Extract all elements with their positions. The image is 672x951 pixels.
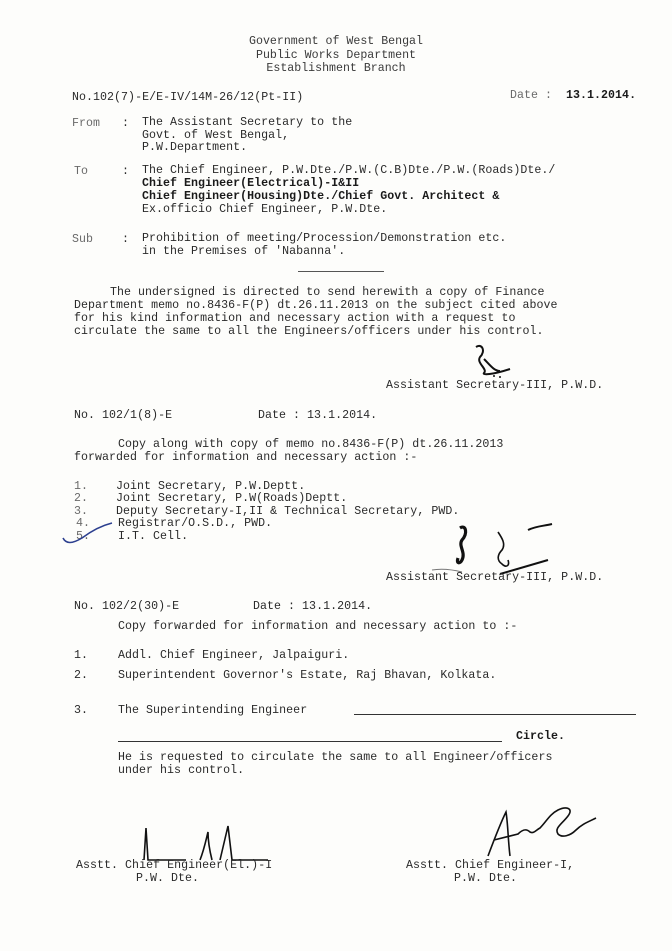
copy2-request-line-2: under his control. [118, 764, 245, 777]
copy2-request-line-1: He is requested to circulate the same to all Engineer/officers [118, 751, 553, 764]
copy2-recipient-num-3: 3. [74, 704, 89, 717]
body-line-3: for his kind information and necessary action with a request to [74, 312, 516, 325]
copy1-recipient-num-2: 2. [74, 492, 89, 505]
subject-line-1: Prohibition of meeting/Procession/Demonstration etc. [142, 232, 507, 245]
from-label: From [72, 117, 101, 130]
to-label: To [74, 165, 89, 178]
subject-label: Sub [72, 233, 94, 246]
copy1-intro-line-1: Copy along with copy of memo no.8436-F(P) dt.26.11.2013 [118, 438, 504, 451]
signature-1-designation: Assistant Secretary-III, P.W.D. [386, 379, 604, 392]
copy2-number: No. 102/2(30)-E [74, 600, 180, 613]
right-signatory-line-2: P.W. Dte. [454, 872, 518, 885]
copy2-recipient-1: Addl. Chief Engineer, Jalpaiguri. [118, 649, 350, 662]
to-line-3: Chief Engineer(Housing)Dte./Chief Govt. Architect & [142, 190, 500, 203]
subject-divider [298, 271, 384, 272]
copy1-number: No. 102/1(8)-E [74, 409, 173, 422]
superintending-engineer-blank-line [354, 714, 636, 715]
to-line-2: Chief Engineer(Electrical)-I&II [142, 177, 360, 190]
copy1-recipient-4: Registrar/O.S.D., PWD. [118, 517, 273, 530]
memo-date-label: Date : [510, 89, 553, 102]
from-colon: : [122, 117, 130, 130]
from-line-2: Govt. of West Bengal, [142, 129, 290, 142]
copy1-intro-line-2: forwarded for information and necessary action :- [74, 451, 418, 464]
signature-asstt-chief-engineer-el [140, 820, 270, 864]
circle-label: Circle. [516, 730, 566, 743]
copy2-recipient-3: The Superintending Engineer [118, 704, 308, 717]
to-line-1: The Chief Engineer, P.W.Dte./P.W.(C.B)Dte./P.W.(Roads)Dte./ [142, 164, 556, 177]
from-line-1: The Assistant Secretary to the [142, 116, 353, 129]
copy1-recipient-3: Deputy Secretary-I,II & Technical Secretary, PWD. [116, 505, 460, 518]
subject-colon: : [122, 233, 130, 246]
from-line-3: P.W.Department. [142, 141, 248, 154]
body-line-4: circulate the same to all the Engineers/officers under his control. [74, 325, 544, 338]
body-line-1: The undersigned is directed to send herewith a copy of Finance [96, 286, 545, 299]
copy2-recipient-2: Superintendent Governor's Estate, Raj Bhavan, Kolkata. [118, 669, 497, 682]
memo-date-value: 13.1.2014. [566, 89, 637, 102]
copy2-recipient-num-1: 1. [74, 649, 89, 662]
copy2-intro: Copy forwarded for information and necessary action to :- [118, 620, 518, 633]
copy1-recipient-num-1: 1. [74, 480, 89, 493]
copy1-recipient-num-4: 4. [76, 517, 91, 530]
copy1-recipient-num-5: 5. [76, 530, 91, 543]
blue-tick-mark-icon [60, 517, 120, 548]
to-line-4: Ex.officio Chief Engineer, P.W.Dte. [142, 203, 388, 216]
copy2-recipient-num-2: 2. [74, 669, 89, 682]
signature-2-designation: Assistant Secretary-III, P.W.D. [386, 571, 604, 584]
left-signatory-line-2: P.W. Dte. [136, 872, 200, 885]
circle-blank-line [118, 741, 502, 742]
copy1-date: Date : 13.1.2014. [258, 409, 378, 422]
left-signatory-line-1: Asstt. Chief Engineer(El.)-I [76, 859, 273, 872]
body-line-2: Department memo no.8436-F(P) dt.26.11.2013 on the subject cited above [74, 299, 558, 312]
header-branch: Establishment Branch [266, 62, 406, 75]
to-colon: : [122, 165, 130, 178]
copy1-recipient-2: Joint Secretary, P.W(Roads)Deptt. [116, 492, 348, 505]
copy1-recipient-num-3: 3. [74, 505, 89, 518]
header-government: Government of West Bengal [249, 35, 423, 48]
signature-asstt-chief-engineer-i [484, 800, 604, 862]
signature-assistant-secretary-1 [470, 343, 530, 381]
copy1-recipient-5: I.T. Cell. [118, 530, 189, 543]
right-signatory-line-1: Asstt. Chief Engineer-I, [406, 859, 575, 872]
copy1-recipient-1: Joint Secretary, P.W.Deptt. [116, 480, 306, 493]
copy2-date: Date : 13.1.2014. [253, 600, 373, 613]
memo-number: No.102(7)-E/E-IV/14M-26/12(Pt-II) [72, 91, 304, 104]
header-department: Public Works Department [255, 49, 417, 62]
subject-line-2: in the Premises of 'Nabanna'. [142, 245, 346, 258]
